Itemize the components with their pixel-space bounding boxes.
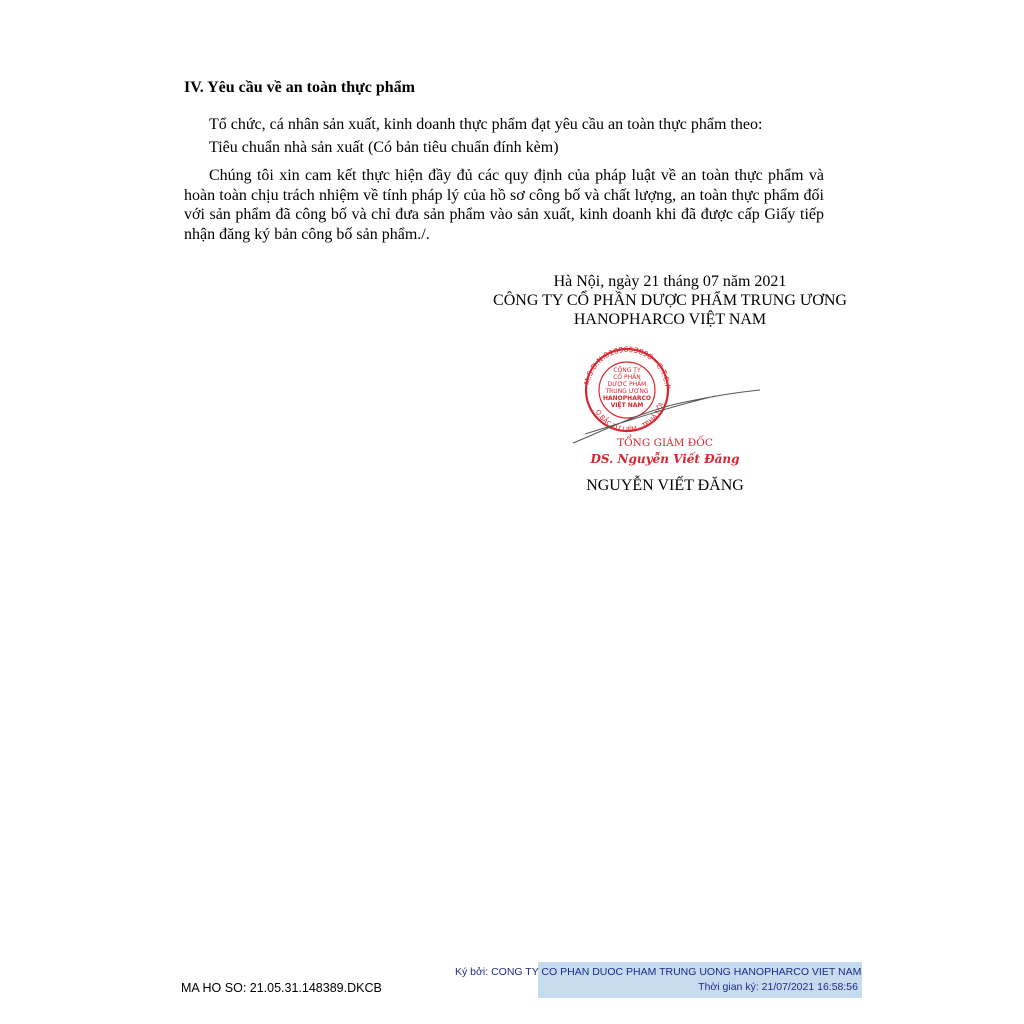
seal-ring-text: M.S.D.N:0109653898 - C.T.C.P — [582, 344, 673, 390]
company-name-line2: HANOPHARCO VIỆT NAM — [573, 311, 767, 328]
director-title: TỔNG GIÁM ĐỐC — [617, 437, 713, 449]
handwritten-name: DS. Nguyễn Viết Đăng — [590, 452, 740, 466]
seal-bottom-text: Q.BẮC TỪ LIÊM - TP.HÀ NỘI — [593, 402, 666, 434]
place-date: Hà Nội, ngày 21 tháng 07 năm 2021 — [553, 273, 787, 290]
esignature-time: Thời gian ký: 21/07/2021 16:58:56 — [698, 981, 858, 993]
seal-center-line: DƯỢC PHẨM — [607, 381, 647, 388]
file-code: MA HO SO: 21.05.31.148389.DKCB — [181, 981, 382, 995]
seal-center-line: HANOPHARCO — [603, 395, 651, 402]
seal-center-line: TRUNG ƯƠNG — [605, 388, 649, 395]
seal-center-line: VIỆT NAM — [610, 402, 644, 409]
commitment-text: Chúng tôi xin cam kết thực hiện đầy đủ các quy định của pháp luật về an toàn thực phẩm và hoàn toàn chịu trách nhiệm về tính pháp lý của hồ sơ công bố và chất lượng, an toàn thực phẩm đối với sản phẩm đã công bố và chỉ đưa sản phẩm vào sản xuất, kinh doanh khi đã được cấp Giấy tiếp nhận đăng ký bản công bố sản phẩm./. — [184, 167, 824, 243]
esignature-signed-by: Ký bởi: CONG TY CO PHAN DUOC PHAM TRUNG UONG HANOPHARCO VIET NAM — [455, 966, 862, 978]
commitment-paragraph — [184, 166, 824, 244]
seal-center-line: CỔ PHẦN — [613, 374, 641, 381]
company-seal-icon — [565, 338, 775, 473]
stamp-and-signature — [565, 338, 775, 473]
signature-header — [420, 272, 920, 329]
signer-name: NGUYỄN VIẾT ĐĂNG — [586, 477, 744, 494]
section-heading: IV. Yêu cầu về an toàn thực phẩm — [184, 79, 415, 96]
standard-line: Tiêu chuẩn nhà sản xuất (Có bản tiêu chuẩn đính kèm) — [209, 139, 559, 156]
requirement-line: Tổ chức, cá nhân sản xuất, kinh doanh thực phẩm đạt yêu cầu an toàn thực phẩm theo: — [209, 116, 763, 133]
company-name-line1: CÔNG TY CỔ PHẦN DƯỢC PHẨM TRUNG ƯƠNG — [493, 292, 847, 309]
seal-center-line: CÔNG TY — [613, 367, 641, 374]
